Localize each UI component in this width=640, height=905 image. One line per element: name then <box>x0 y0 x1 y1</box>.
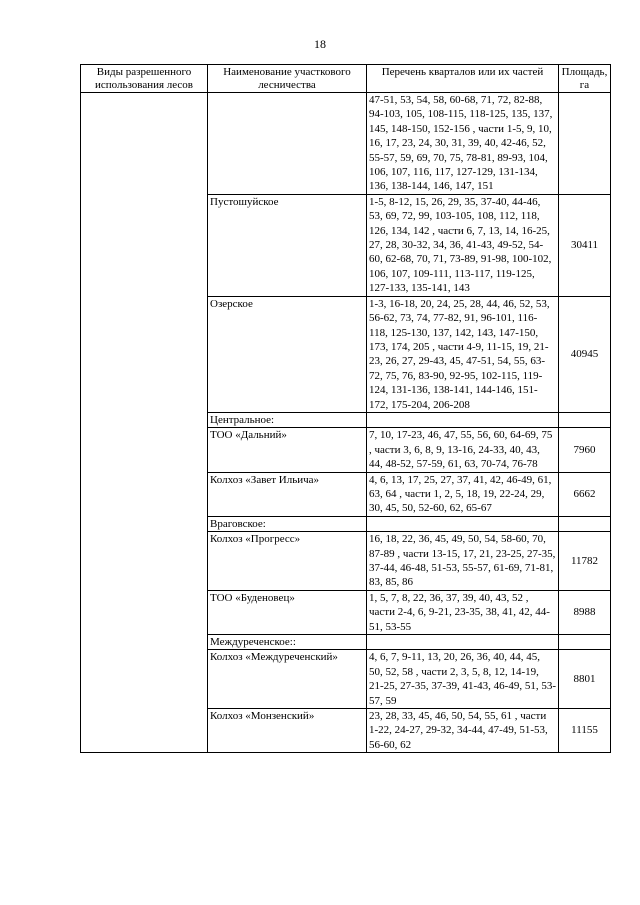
forestry-name-cell: Колхоз «Прогресс» <box>208 532 367 591</box>
area-cell: 8801 <box>559 650 611 709</box>
forestry-name-cell: ТОО «Буденовец» <box>208 590 367 634</box>
table-header-row <box>81 65 611 93</box>
forestry-name-cell: Озерское <box>208 296 367 412</box>
area-cell: 7960 <box>559 428 611 472</box>
use-type-cell <box>81 93 208 753</box>
page-number: 18 <box>314 37 326 51</box>
forestry-group-heading: Враговское: <box>208 516 367 531</box>
quarters-cell <box>367 412 559 427</box>
area-cell <box>559 635 611 650</box>
forestry-name-cell: Колхоз «Завет Ильича» <box>208 472 367 516</box>
area-cell <box>559 412 611 427</box>
area-cell <box>559 93 611 195</box>
table-row <box>81 93 611 195</box>
forestry-group-heading: Междуреченское:: <box>208 635 367 650</box>
quarters-cell: 47-51, 53, 54, 58, 60-68, 71, 72, 82-88, 94-103, 105, 108-115, 118-125, 135, 137, 145, 148-150, 152-156 , части 1-5, 9, 10, 16, 17, 23, 24, 30, 31, 39, 40, 42-46, 52, 55-57, 59, 69, 70, 75, 78-81, 89-93, 104, 106, 107, 116, 117, 127-129, 131-134, 136, 138-144, 146, 147, 151 <box>367 93 559 195</box>
forestry-name-cell: Колхоз «Междуреченский» <box>208 650 367 709</box>
quarters-cell: 1, 5, 7, 8, 22, 36, 37, 39, 40, 43, 52 , части 2-4, 6, 9-21, 23-35, 38, 41, 42, 44-51, 53-55 <box>367 590 559 634</box>
forestry-name-cell: ТОО «Дальний» <box>208 428 367 472</box>
area-cell: 30411 <box>559 194 611 296</box>
quarters-cell: 1-5, 8-12, 15, 26, 29, 35, 37-40, 44-46, 53, 69, 72, 99, 103-105, 108, 112, 118, 126, 134, 142 , части 6, 7, 13, 14, 16-25, 27, 28, 30-32, 34, 36, 41-43, 49-52, 54-60, 62-68, 70, 71, 73-89, 91-98, 100-102, 106, 107, 109-111, 113-117, 119-125, 127-133, 135-141, 143 <box>367 194 559 296</box>
forestry-name-cell: Пустошуйское <box>208 194 367 296</box>
area-cell <box>559 516 611 531</box>
quarters-cell: 23, 28, 33, 45, 46, 50, 54, 55, 61 , части 1-22, 24-27, 29-32, 34-44, 47-49, 51-53, 56-60, 62 <box>367 709 559 753</box>
quarters-cell: 1-3, 16-18, 20, 24, 25, 28, 44, 46, 52, 53, 56-62, 73, 74, 77-82, 91, 96-101, 116-118, 125-130, 137, 142, 143, 147-150, 173, 174, 205 , части 4-9, 11-15, 19, 21-23, 26, 27, 29-43, 45, 47-51, 54, 55, 63-72, 75, 76, 83-90, 92-95, 102-115, 119-124, 131-136, 138-141, 144-146, 151-172, 175-204, 206-208 <box>367 296 559 412</box>
area-cell: 8988 <box>559 590 611 634</box>
header-quarters: Перечень кварталов или их частей <box>367 65 559 93</box>
area-cell: 6662 <box>559 472 611 516</box>
quarters-cell: 4, 6, 7, 9-11, 13, 20, 26, 36, 40, 44, 45, 50, 52, 58 , части 2, 3, 5, 8, 12, 14-19, 21-25, 27-35, 37-39, 41-43, 46-49, 51, 53-57, 59 <box>367 650 559 709</box>
quarters-cell: 4, 6, 13, 17, 25, 27, 37, 41, 42, 46-49, 61, 63, 64 , части 1, 2, 5, 18, 19, 22-24, 29, 30, 45, 50, 52-60, 62, 65-67 <box>367 472 559 516</box>
header-use-type: Виды разрешенного использования лесов <box>81 65 208 93</box>
quarters-cell: 7, 10, 17-23, 46, 47, 55, 56, 60, 64-69, 75 , части 3, 6, 8, 9, 13-16, 24-33, 40, 43, 44, 48-52, 57-59, 61, 63, 70-74, 76-78 <box>367 428 559 472</box>
forestry-name-cell <box>208 93 367 195</box>
forestry-name-cell: Колхоз «Монзенский» <box>208 709 367 753</box>
forestry-group-heading: Центральное: <box>208 412 367 427</box>
forest-table <box>80 64 611 753</box>
quarters-cell <box>367 635 559 650</box>
header-area: Площадь, га <box>559 65 611 93</box>
area-cell: 40945 <box>559 296 611 412</box>
quarters-cell <box>367 516 559 531</box>
header-forestry-name: Наименование участкового лесничества <box>208 65 367 93</box>
quarters-cell: 16, 18, 22, 36, 45, 49, 50, 54, 58-60, 70, 87-89 , части 13-15, 17, 21, 23-25, 27-35, 37-44, 46-48, 51-53, 55-57, 61-69, 71-81, 83, 85, 86 <box>367 532 559 591</box>
area-cell: 11155 <box>559 709 611 753</box>
area-cell: 11782 <box>559 532 611 591</box>
